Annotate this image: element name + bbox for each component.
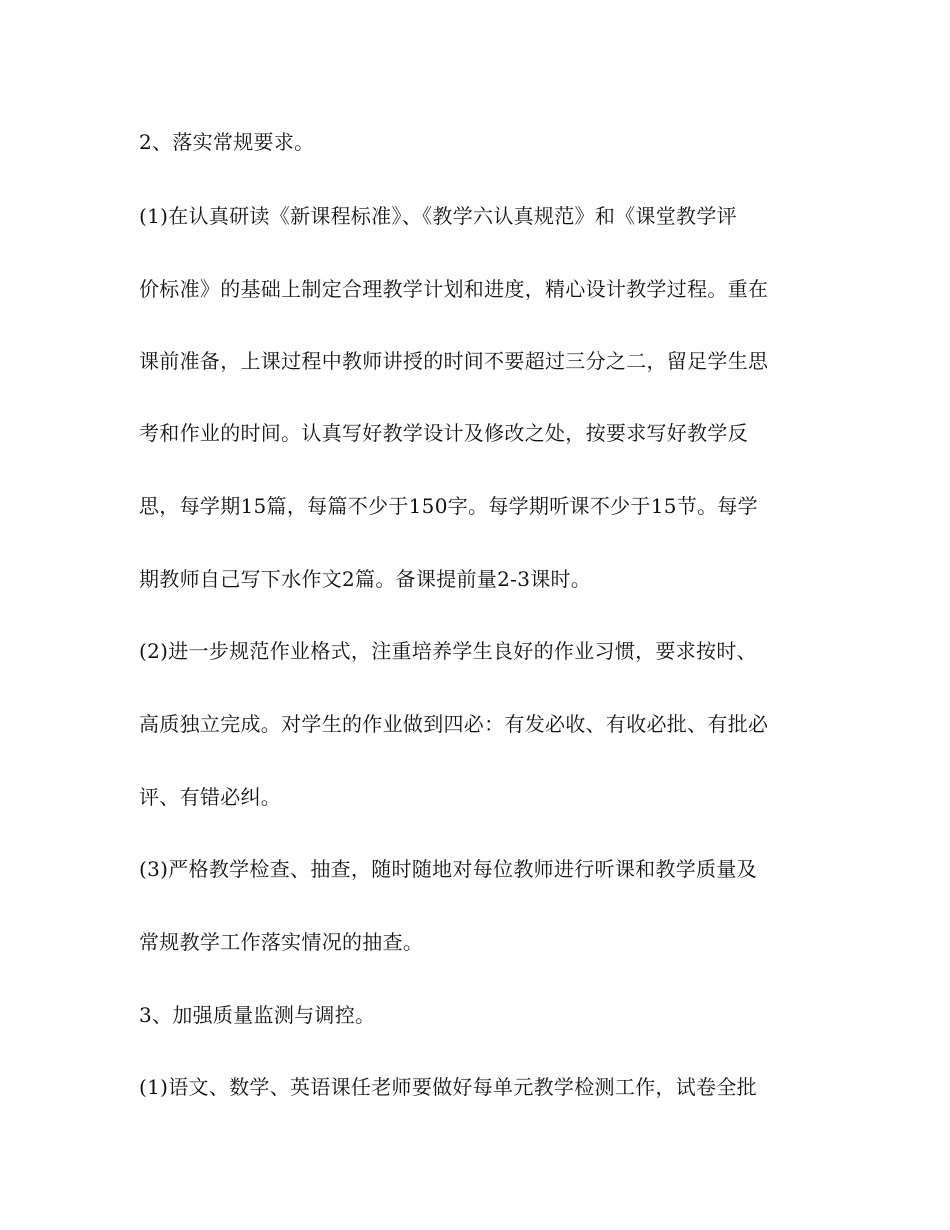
paragraph-line: 价标准》的基础上制定合理教学计划和进度，精心设计教学过程。重在 [139, 277, 769, 301]
paragraph-line: (3)严格教学检查、抽查，随时随地对每位教师进行听课和教学质量及 [139, 857, 757, 881]
paragraph-line: 评、有错必纠。 [139, 785, 282, 809]
paragraph-line: (2)进一步规范作业格式，注重培养学生良好的作业习惯，要求按时、 [139, 639, 757, 663]
paragraph-line: 课前准备，上课过程中教师讲授的时间不要超过三分之二，留足学生思 [139, 349, 769, 373]
section-heading-2: 2、落实常规要求。 [139, 130, 315, 154]
paragraph-line: 常规教学工作落实情况的抽查。 [139, 930, 424, 954]
paragraph-line: 考和作业的时间。认真写好教学设计及修改之处，按要求写好教学反 [139, 421, 748, 445]
paragraph-line: (1)在认真研读《新课程标准》、《教学六认真规范》和《课堂教学评 [139, 204, 737, 228]
section-heading-3: 3、加强质量监测与调控。 [139, 1003, 376, 1027]
paragraph-line: 高质独立完成。对学生的作业做到四必：有发必收、有收必批、有批必 [139, 712, 769, 736]
paragraph-line: 思，每学期15篇，每篇不少于150字。每学期听课不少于15节。每学 [139, 494, 758, 518]
paragraph-line: (1)语文、数学、英语课任老师要做好每单元教学检测工作，试卷全批 [139, 1075, 757, 1099]
paragraph-line: 期教师自己写下水作文2篇。备课提前量2-3课时。 [139, 567, 592, 591]
